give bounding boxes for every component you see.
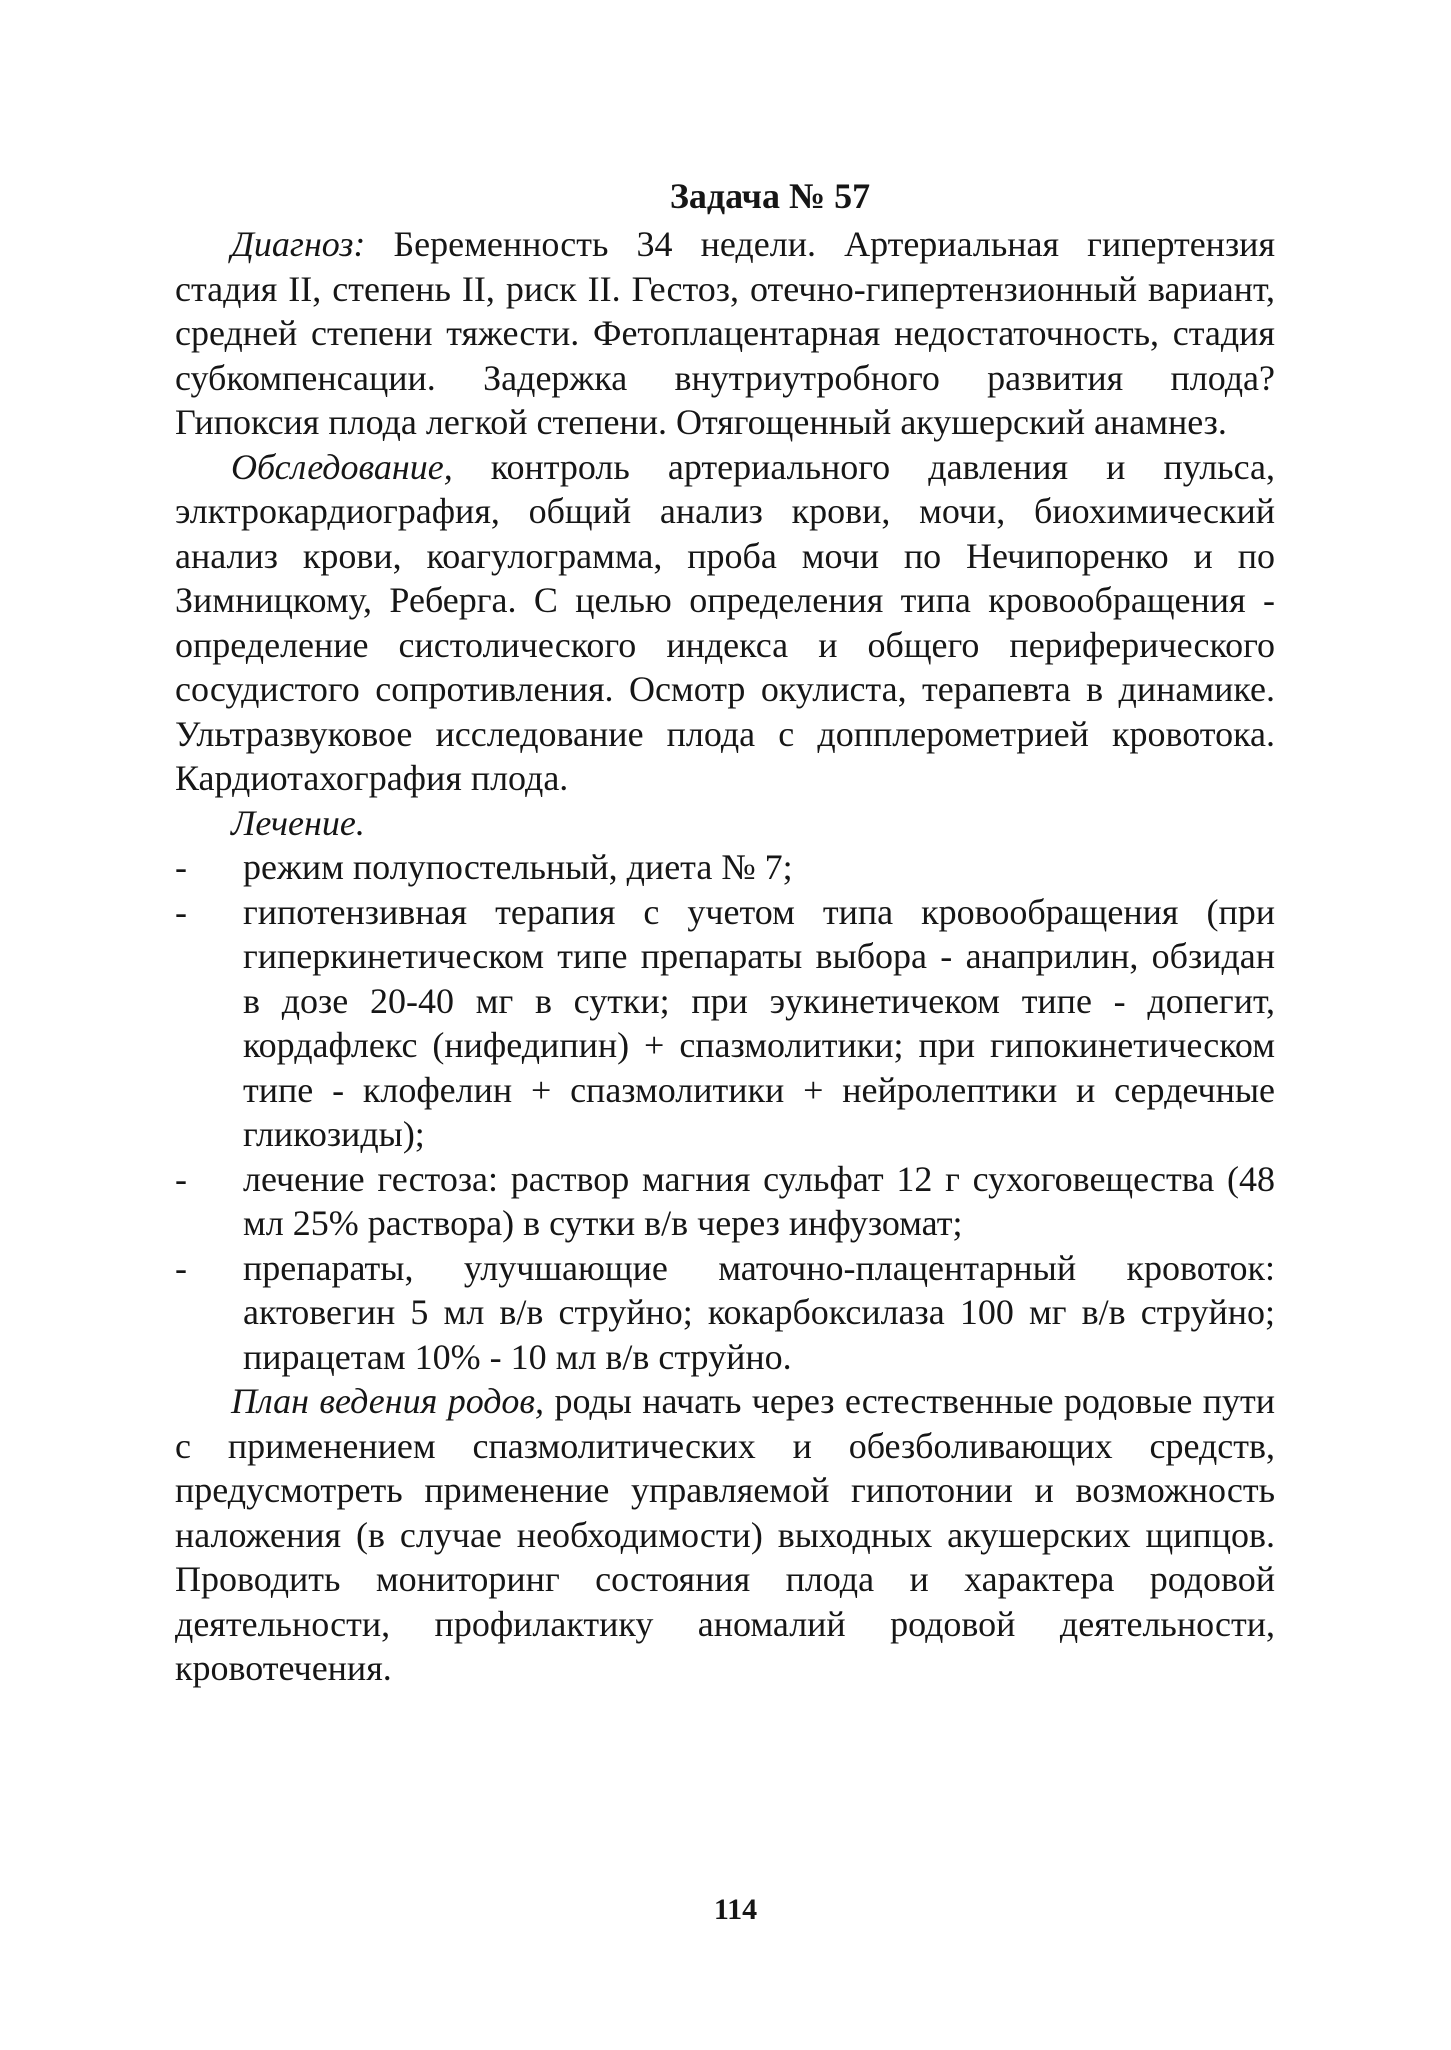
list-item-text: препараты, улучшающие маточно-плацентарный кровоток: актовегин 5 мл в/в струйно; кокарбоксилаза 100 мг в/в струйно; пирацетам 10% - 10 мл в/в струйно. [243, 1247, 1275, 1377]
examination-label: Обследование, [231, 446, 453, 487]
diagnosis-paragraph [175, 222, 1275, 445]
list-dash: - [175, 1247, 187, 1288]
treatment-list [175, 845, 1275, 1379]
list-item [175, 845, 1275, 890]
examination-text: контроль артериального давления и пульса, элктрокардиография, общий анализ крови, мочи, биохимический анализ крови, коагулограмма, проба мочи по Нечипоренко и по Зимницкому, Реберга. С целью определения типа кровообращения - определение систолического индекса и общего периферического сосудистого сопротивления. Осмотр окулиста, терапевта в динамике. Ультразвуковое исследование плода с допплерометрией кровотока. Кардиотахография плода. [175, 446, 1275, 798]
treatment-heading-paragraph [175, 801, 1275, 846]
delivery-plan-label: План ведения родов, [231, 1381, 545, 1421]
list-item [175, 890, 1275, 1157]
list-item-text: режим полупостельный, диета № 7; [243, 847, 793, 887]
list-item-text: гипотензивная терапия с учетом типа кровообращения (при гиперкинетическом типе препараты выбора - анаприлин, обзидан в дозе 20-40 мг в сутки; при эукинетичеком типе - допегит, кордафлекс (нифедипин) + спазмолитики; при гипокинетическом типе - клофелин + спазмолитики + нейролептики и сердечные гликозиды); [243, 891, 1275, 1154]
page-number: 114 [713, 1893, 758, 1926]
delivery-plan-text: роды начать через естественные родовые пути с применением спазмолитических и обезболивающих средств, предусмотреть применение управляемой гипотонии и возможность наложения (в случае необходимости) выходных акушерских щипцов. Проводить мониторинг состояния плода и характера родовой деятельности, профилактику аномалий родовой деятельности, кровотечения. [175, 1381, 1275, 1688]
list-item [175, 1246, 1275, 1380]
list-item [175, 1157, 1275, 1246]
list-dash: - [175, 1158, 187, 1199]
delivery-plan-paragraph [175, 1379, 1275, 1691]
diagnosis-text: Беременность 34 недели. Артериальная гипертензия стадия II, степень II, риск II. Гестоз, отечно-гипертензионный вариант, средней степени тяжести. Фетоплацентарная недостаточность, стадия субкомпенсации. Задержка внутриутробного развития плода? Гипоксия плода легкой степени. Отягощенный акушерский анамнез. [175, 224, 1275, 442]
list-dash: - [175, 847, 187, 887]
diagnosis-label: Диагноз: [231, 224, 366, 264]
page-content [175, 170, 1275, 1691]
task-title: Задача № 57 [669, 176, 871, 216]
treatment-label: Лечение. [231, 802, 365, 843]
examination-paragraph [175, 445, 1275, 801]
list-item-text: лечение гестоза: раствор магния сульфат 12 г сухоговещества (48 мл 25% раствора) в сутки в/в через инфузомат; [243, 1158, 1275, 1243]
list-dash: - [175, 891, 187, 932]
